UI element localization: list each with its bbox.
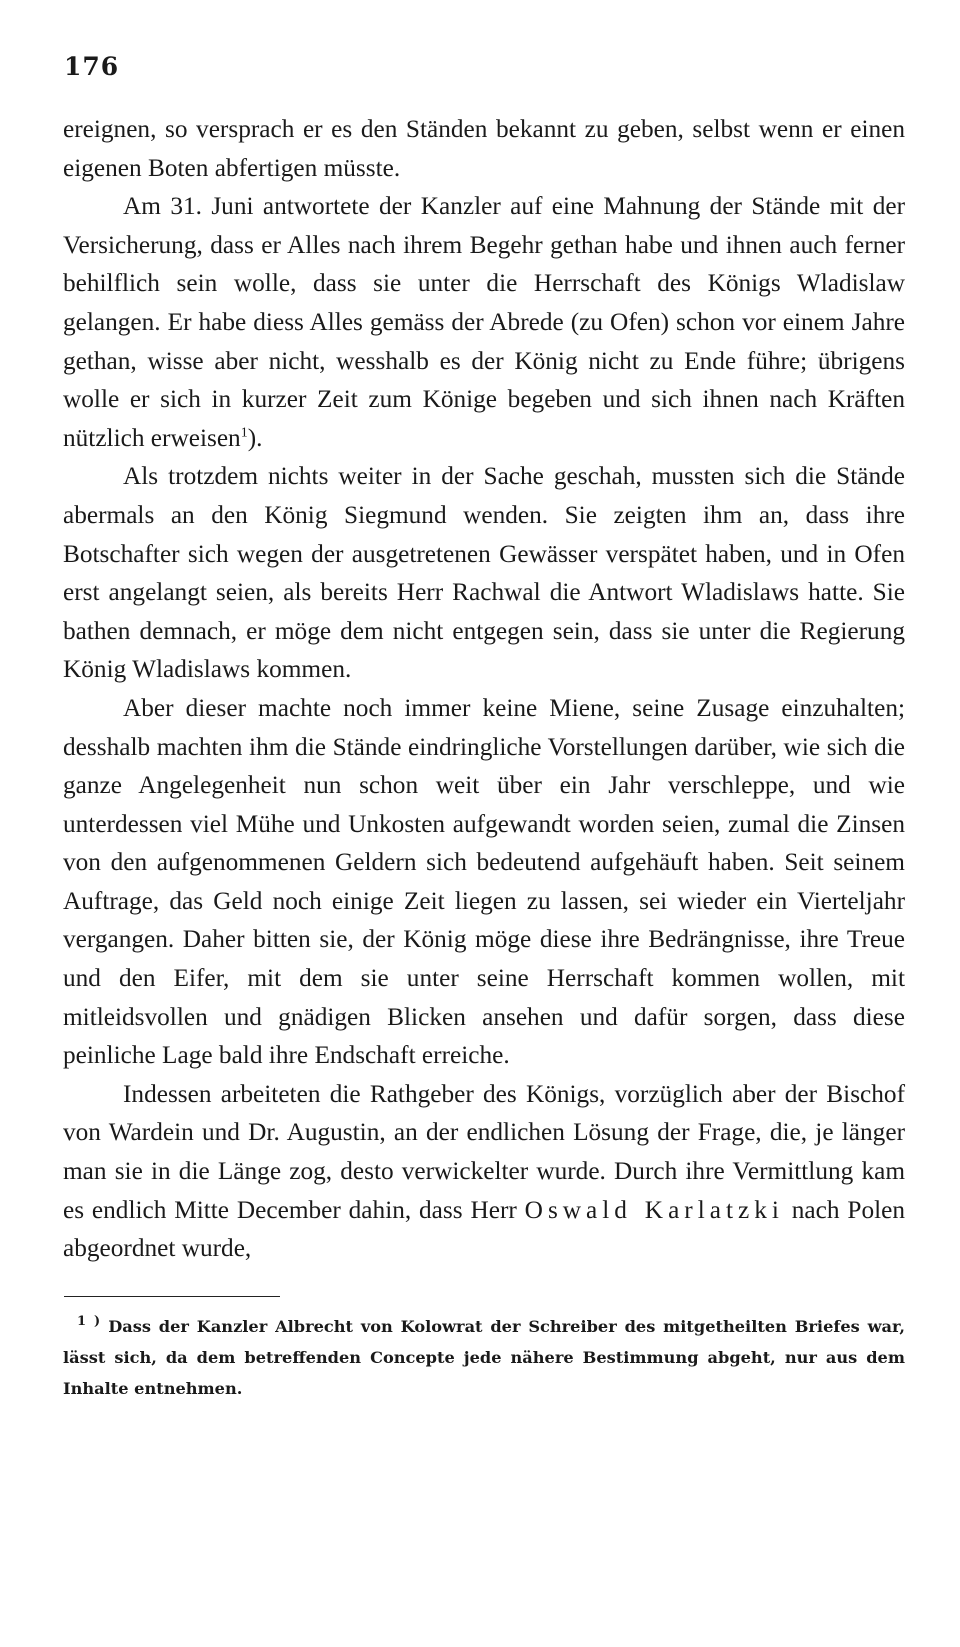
footnote [63, 1311, 905, 1404]
footnote-reference: 1 [240, 425, 248, 441]
paragraph-4 [63, 689, 905, 1075]
paragraph-2 [63, 187, 905, 457]
footnote-text: Dass der Kanzler Albrecht von Kolowrat der Schreiber des mitgetheilten Briefes war, lässt sich, da dem betreffenden Concepte jede nähere Bestimmung abgeht, nur aus dem Inhalte entnehmen. [63, 1316, 905, 1398]
paragraph-text: Am 31. Juni antwortete der Kanzler auf eine Mahnung der Stände mit der Versicherung, dass er Alles nach ihrem Begehr gethan habe und ihnen auch ferner behilflich sein wolle, dass sie unter die Herrschaft des Königs Wladislaw gelangen. Er habe diess Alles gemäss der Abrede (zu Ofen) schon vor einem Jahre gethan, wisse aber nicht, wesshalb es der König nicht zu Ende führe; übrigens wolle er sich in kurzer Zeit zum Könige begeben und sich ihnen nach Kräften nützlich erweisen [63, 192, 905, 452]
paragraph-text: Als trotzdem nichts weiter in der Sache geschah, mussten sich die Stände abermals an den König Siegmund wenden. Sie zeigten ihm an, dass ihre Botschafter sich wegen der ausgetretenen Gewässer verspätet haben, und in Ofen erst angelangt seien, als bereits Herr Rachwal die Antwort Wladislaws hatte. Sie bathen demnach, er möge dem nicht entgegen sein, dass sie unter die Regierung König Wladislaws kommen. [63, 462, 905, 684]
paragraph-3 [63, 457, 905, 689]
page-number: 176 [64, 52, 120, 81]
footnote-mark: 1 [77, 1314, 87, 1330]
body-text [63, 110, 905, 1268]
paragraph-tail: nach Polen abgeordnet wurde, [63, 1195, 905, 1263]
paragraph-5 [63, 1075, 905, 1268]
paragraph-1 [63, 110, 905, 187]
paragraph-tail: ). [247, 423, 263, 452]
paragraph-text: Indessen arbeiteten die Rathgeber des Königs, vorzüglich aber der Bischof von Wardein und Dr. Augustin, an der endlichen Lösung der Frage, die, je länger man sie in die Länge zog, desto verwickelter wurde. Durch ihre Vermittlung kam es endlich Mitte December dahin, dass Herr [63, 1079, 905, 1224]
footnote-mark-paren: ) [94, 1314, 101, 1330]
paragraph-text: Aber dieser machte noch immer keine Miene, seine Zusage einzuhalten; desshalb machten ihm die Stände eindringliche Vorstellungen darüber, wie sich die ganze Angelegenheit nun schon weit über ein Jahr verschleppe, und wie unterdessen viel Mühe und Unkosten aufgewandt worden seien, zumal die Zinsen von den aufgenommenen Geldern sich bedeutend aufgehäuft haben. Seit seinem Auftrage, das Geld noch einige Zeit liegen zu lassen, sei wieder ein Vierteljahr vergangen. Daher bitten sie, der König möge diese ihre Bedrängnisse, ihre Treue und den Eifer, mit dem sie unter seine Herrschaft kommen wollen, mit mitleidsvollen und gnädigen Blicken ansehen und dafür sorgen, dass diese peinliche Lage bald ihre Endschaft erreiche. [63, 693, 905, 1070]
paragraph-text: ereignen, so versprach er es den Ständen bekannt zu geben, selbst wenn er einen eigenen Boten abfertigen müsste. [63, 115, 905, 182]
footnote-divider [64, 1296, 280, 1297]
spaced-name: Oswald Karlatzki [524, 1195, 784, 1224]
